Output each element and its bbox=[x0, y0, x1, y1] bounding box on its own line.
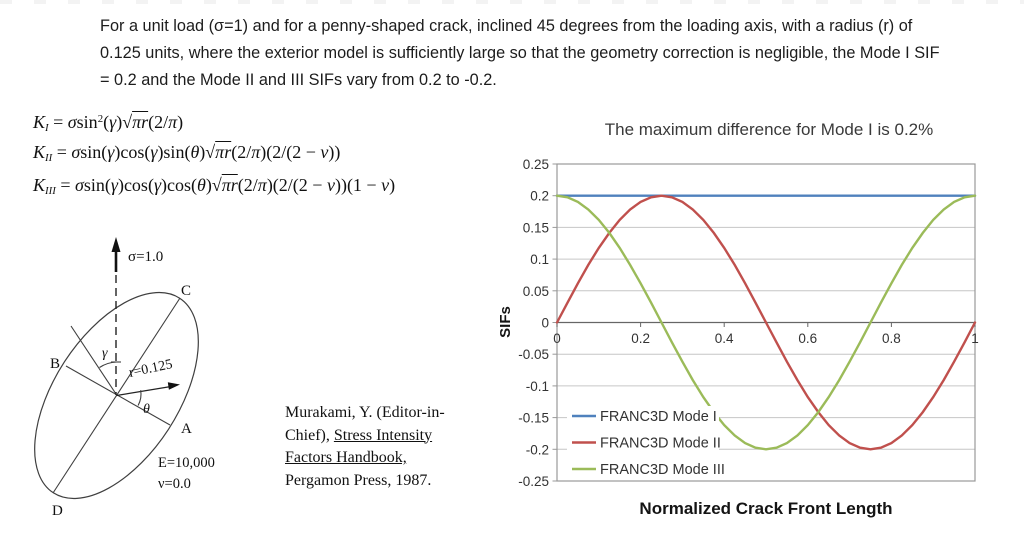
y-tick-label: -0.1 bbox=[525, 378, 549, 394]
theta-label: θ bbox=[143, 402, 150, 417]
x-tick-label: 0 bbox=[553, 331, 561, 346]
citation-line: Chief), Stress Intensity bbox=[285, 426, 433, 444]
y-tick-label: 0.2 bbox=[530, 188, 549, 204]
citation-line: Pergamon Press, 1987. bbox=[285, 471, 432, 489]
y-tick-label: 0.05 bbox=[522, 283, 549, 299]
equations-block bbox=[33, 103, 395, 202]
citation-line bbox=[285, 447, 485, 470]
top-edge-marks bbox=[0, 0, 1024, 4]
y-tick-label: -0.05 bbox=[518, 347, 549, 363]
point-c-label: C bbox=[181, 283, 192, 299]
legend-label: FRANC3D Mode III bbox=[600, 462, 725, 478]
x-tick-label: 0.4 bbox=[714, 331, 734, 346]
sigma-load-label: σ=1.0 bbox=[128, 249, 164, 265]
load-arrow-head bbox=[112, 237, 121, 252]
y-tick-label: -0.25 bbox=[518, 474, 549, 489]
modulus-label: E=10,000 bbox=[158, 455, 215, 471]
legend-label: FRANC3D Mode II bbox=[600, 435, 721, 452]
x-tick-label: 0.6 bbox=[798, 331, 818, 346]
crack-ellipse bbox=[10, 264, 232, 526]
y-tick-label: -0.2 bbox=[525, 442, 549, 458]
equation: KII = σsin(γ)cos(γ)sin(θ)√πr(2/π)(2/(2 − ν)) bbox=[33, 142, 341, 165]
y-tick-label: 0.25 bbox=[522, 157, 549, 172]
legend-label: FRANC3D Mode I bbox=[600, 409, 717, 425]
point-a-label: A bbox=[181, 421, 192, 437]
gamma-label: γ bbox=[102, 346, 108, 361]
point-d-label: D bbox=[52, 503, 63, 519]
x-tick-label: 0.8 bbox=[882, 331, 901, 346]
equation: KI = σsin$^2$(γ)√πr(2/π) bbox=[33, 111, 184, 134]
y-tick-label: 0.1 bbox=[530, 252, 549, 268]
citation-title-part: Stress Intensity bbox=[333, 426, 433, 444]
x-tick-label: 0.2 bbox=[631, 331, 650, 346]
y-axis-title: SIFs bbox=[497, 306, 514, 338]
citation-title-part: Factors Handbook, bbox=[285, 449, 407, 466]
citation-line: Murakami, Y. (Editor-in- bbox=[285, 404, 445, 421]
intro-paragraph: For a unit load (σ=1) and for a penny-shaped crack, inclined 45 degrees from the loading axis, with a radius (r) of 0.125 units, where the exterior model is sufficiently large so that the geometry correction is negligible, the Mode I SIF = 0.2 and the Mode II and III SIFs vary from 0.2 to -0.2. bbox=[100, 17, 940, 89]
radius-arrow-head bbox=[168, 382, 180, 390]
radius-arrow-shaft bbox=[117, 387, 172, 396]
x-tick-label: 1 bbox=[971, 331, 979, 346]
x-axis-title: Normalized Crack Front Length bbox=[639, 499, 893, 518]
y-tick-label: 0.15 bbox=[522, 220, 549, 236]
gamma-angle-arc bbox=[100, 362, 117, 368]
gamma-line bbox=[71, 326, 117, 396]
poisson-label: ν=0.0 bbox=[158, 476, 191, 492]
sif-chart bbox=[497, 100, 1024, 533]
crack-diagram bbox=[10, 225, 270, 535]
chart-title: The maximum difference for Mode I is 0.2% bbox=[604, 120, 934, 139]
point-b-label: B bbox=[50, 356, 61, 372]
radius-label: r=0.125 bbox=[127, 357, 174, 381]
y-tick-label: -0.15 bbox=[518, 410, 549, 426]
citation bbox=[285, 402, 485, 492]
equation: KIII = σsin(γ)cos(γ)cos(θ)√πr(2/π)(2/(2 − ν))(1 − ν) bbox=[33, 175, 396, 198]
y-tick-label: 0 bbox=[541, 315, 549, 331]
